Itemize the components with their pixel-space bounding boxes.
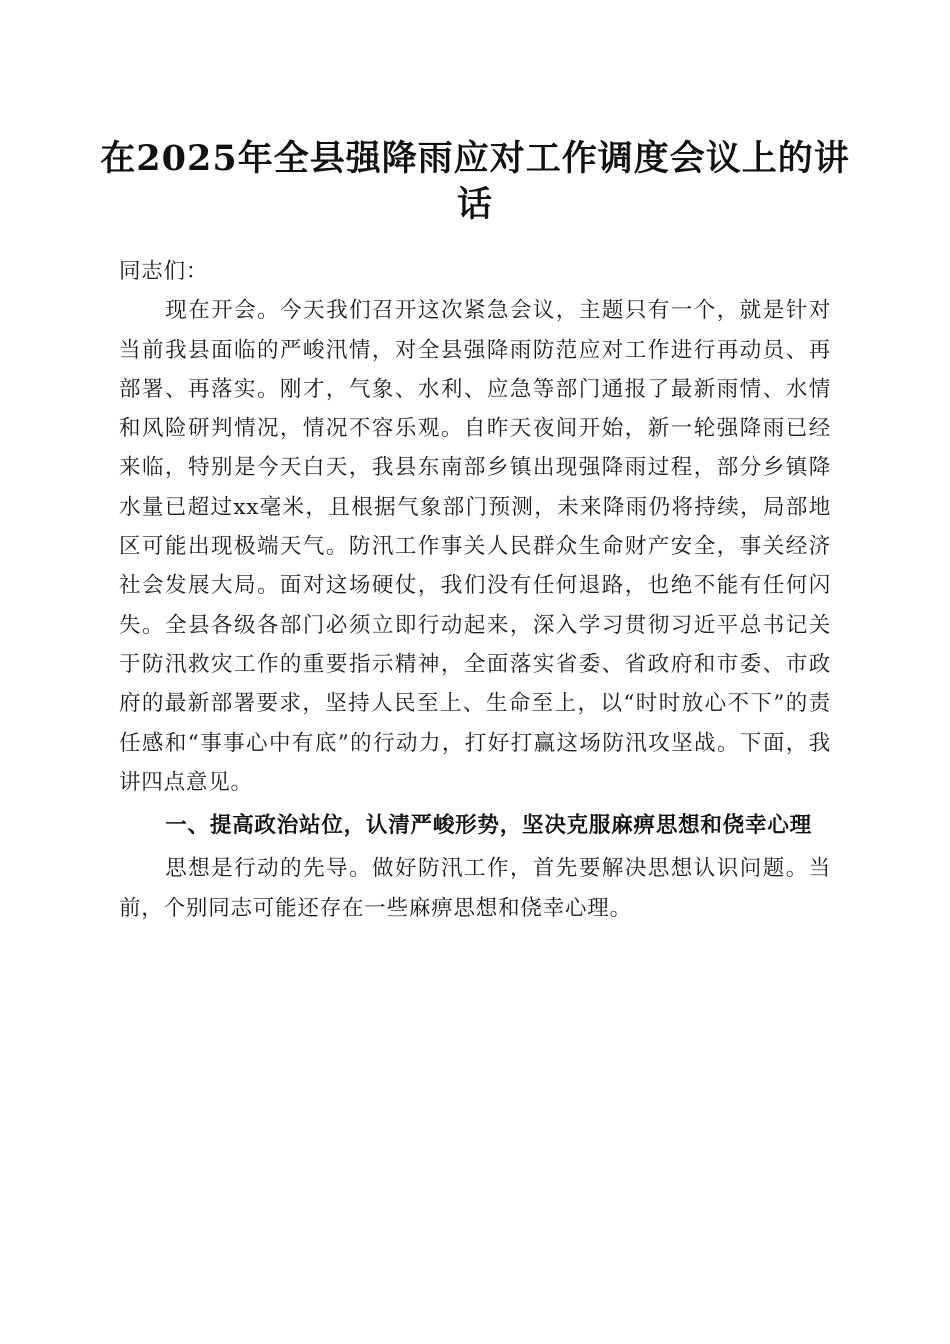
salutation: 同志们： — [119, 259, 209, 284]
document-title: 在2025年全县强降雨应对工作调度会议上的讲话 — [100, 138, 850, 225]
opening-paragraph: 现在开会。今天我们召开这次紧急会议，主题只有一个，就是针对当前我县面临的严峻汛情，对全县强降雨防范应对工作进行再动员、再部署、再落实。刚才，气象、水利、应急等部门通报了最新雨情、水情和风险研判情况，情况不容乐观。自昨天夜间开始，新一轮强降雨已经来临，特别是今天白天，我县东南部乡镇出现强降雨过程，部分乡镇降水量已超过xx毫米，且根据气象部门预测，未来降雨仍将持续，局部地区可能出现极端天气。防汛工作事关人民群众生命财产安全，事关经济社会发展大局。面对这场硬仗，我们没有任何退路，也绝不能有任何闪失。全县各级各部门必须立即行动起来，深入学习贯彻习近平总书记关于防汛救灾工作的重要指示精神，全面落实省委、省政府和市委、市政府的最新部署要求，坚持人民至上、生命至上，以“时时放心不下”的责任感和“事事心中有底”的行动力，打好打赢这场防汛攻坚战。下面，我讲四点意见。 — [119, 298, 831, 795]
section-heading-1: 一、提高政治站位，认清严峻形势，坚决克服麻痹思想和侥幸心理 — [165, 813, 812, 839]
document-body — [119, 252, 831, 928]
section-paragraph-1: 思想是行动的先导。做好防汛工作，首先要解决思想认识问题。当前，个别同志可能还存在一些麻痹思想和侥幸心理。 — [119, 856, 831, 921]
